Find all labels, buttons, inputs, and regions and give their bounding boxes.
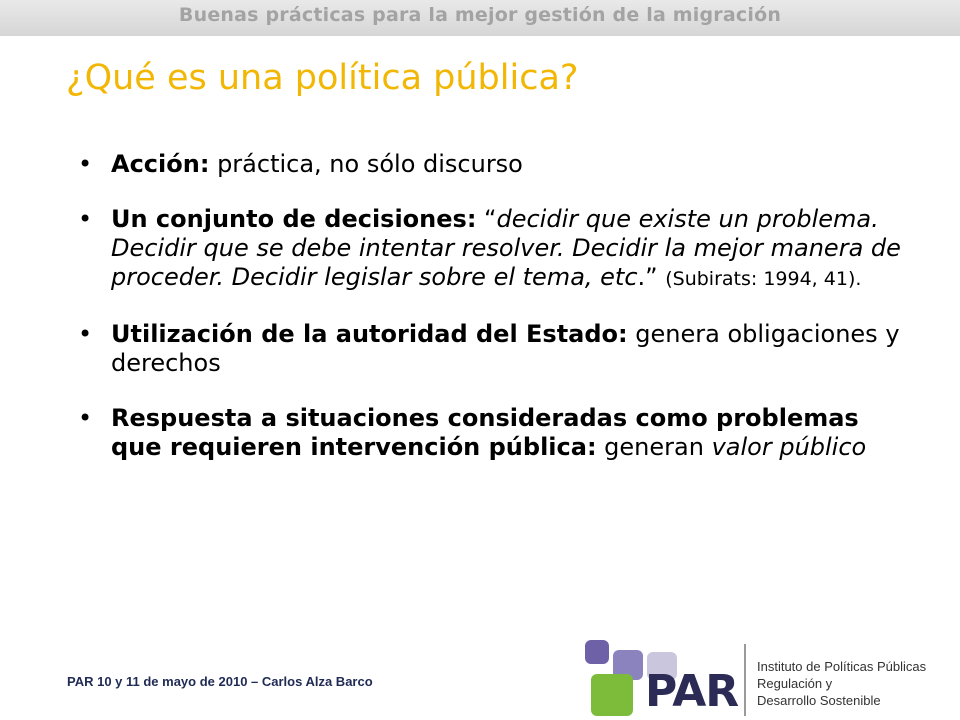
bullet-quote-text: decidir que existe un problema. Decidir que se debe intentar resolver. Decidir la mejor manera de proceder. Decidir legislar sobre el tema, etc [111, 205, 901, 291]
par-logo [585, 630, 960, 720]
header-banner [0, 0, 960, 36]
bullet-autoridad [78, 320, 908, 378]
bullet-dot: • [78, 205, 93, 233]
bullet-dot: • [78, 320, 93, 348]
logo-acronym: PAR [645, 666, 739, 717]
bullet-decisiones [78, 205, 908, 294]
footer-caption: PAR 10 y 11 de mayo de 2010 – Carlos Alza Barco [67, 674, 373, 689]
bullet-list [78, 150, 908, 488]
logo-square-purple [585, 640, 609, 664]
logo-square-green [591, 674, 633, 716]
bullet-text: generan [596, 433, 712, 461]
institute-line: Regulación y [757, 676, 833, 691]
bullet-close-quote: .” [637, 263, 666, 291]
bullet-term: Utilización de la autoridad del Estado: [111, 320, 628, 348]
bullet-respuesta [78, 404, 908, 462]
slide-title: ¿Qué es una política pública? [66, 58, 579, 98]
bullet-dot: • [78, 150, 93, 178]
logo-divider [744, 644, 746, 716]
bullet-text: genera obligaciones y derechos [111, 320, 900, 377]
bullet-term: Respuesta a situaciones consideradas como problemas que requieren intervención pública: [111, 404, 859, 461]
institute-line: Instituto de Políticas Públicas [757, 659, 927, 674]
institute-name [757, 658, 926, 709]
bullet-accion [78, 150, 908, 179]
bullet-dot: • [78, 404, 93, 432]
bullet-open-quote: “ [476, 205, 497, 233]
bullet-term: Un conjunto de decisiones: [111, 205, 477, 233]
bullet-italic-text: valor público [711, 433, 867, 461]
bullet-term: Acción: [111, 150, 210, 178]
institute-line: Desarrollo Sostenible [757, 693, 881, 708]
header-banner-text: Buenas prácticas para la mejor gestión de la migración [178, 4, 782, 26]
bullet-citation: (Subirats: 1994, 41). [665, 268, 862, 290]
bullet-text: práctica, no sólo discurso [209, 150, 523, 178]
